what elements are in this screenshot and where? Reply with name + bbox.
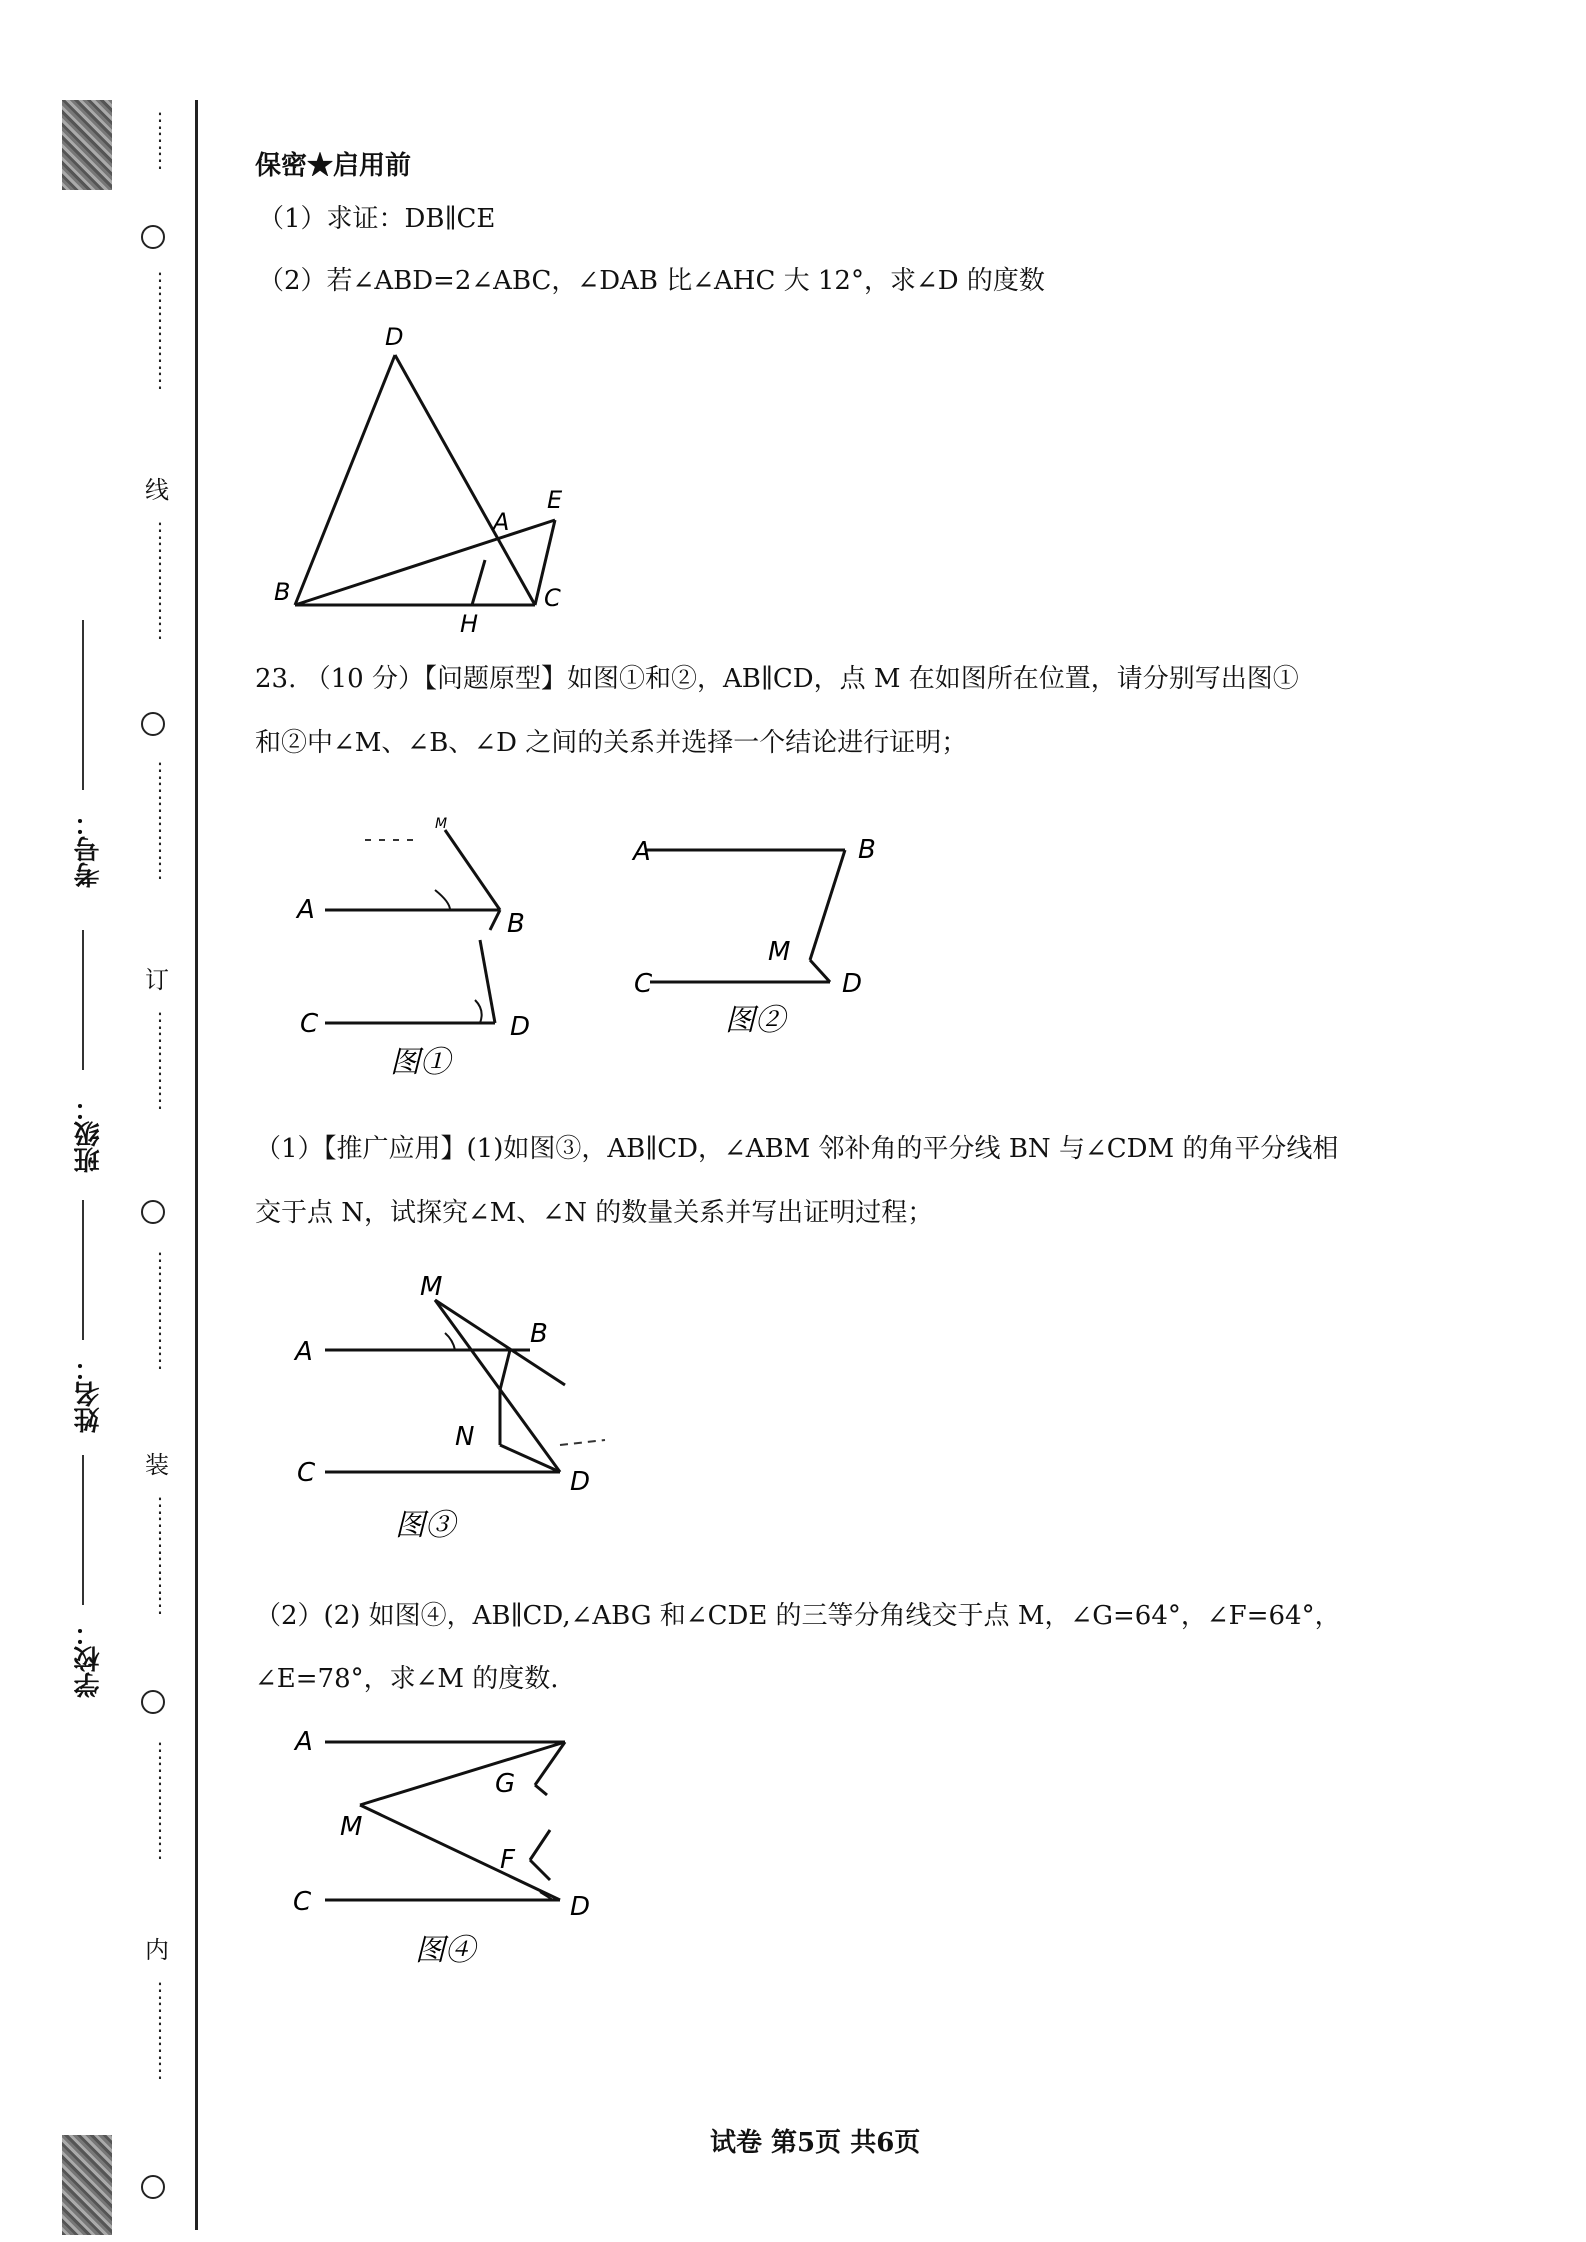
fig2 [620, 820, 900, 1050]
fig3 [285, 1265, 625, 1550]
q22-figure [260, 320, 600, 640]
confidential-header: 保密★启用前 [255, 151, 412, 181]
fig3-label-M: M [420, 1272, 443, 1302]
fig2-label-C: C [634, 969, 653, 999]
field-class: 班级： [74, 1095, 104, 1173]
fig4-label-D: D [570, 1892, 591, 1922]
q23-part2-line2: ∠E=78°，求∠M 的度数. [255, 1664, 559, 1694]
fig4-label-C: C [293, 1887, 312, 1917]
fig1-label-A: A [297, 895, 315, 925]
q22-label-E: E [547, 486, 563, 514]
q23-intro-line1: 23. （10 分）【问题原型】如图①和②，AB∥CD，点 M 在如图所在位置，请分别写出图① [255, 664, 1299, 694]
barcode-strip-bottom [62, 2135, 112, 2235]
fig1-caption: 图① [390, 1045, 450, 1080]
field-exam-number: 考号： [74, 810, 104, 888]
fig3-label-C: C [297, 1458, 316, 1488]
fig1-label-B: B [507, 909, 525, 939]
field-school: 学校： [74, 1620, 104, 1698]
binding-rule [195, 100, 198, 2230]
fig2-label-A: A [633, 837, 651, 867]
fig2-label-B: B [858, 835, 876, 865]
fig3-label-B: B [530, 1319, 548, 1349]
field-name: 姓名： [74, 1355, 104, 1433]
fig4-label-A: A [295, 1727, 313, 1757]
fig3-caption: 图③ [395, 1508, 455, 1543]
fig3-label-D: D [570, 1467, 591, 1497]
fig3-label-A: A [295, 1337, 313, 1367]
binding-label-nei: 内 [145, 1936, 169, 1964]
q23-part1-line2: 交于点 N，试探究∠M、∠N 的数量关系并写出证明过程； [255, 1198, 934, 1228]
q23-part2-line1: （2）(2) 如图④，AB∥CD,∠ABG 和∠CDE 的三等分角线交于点 M，∠G=64°，∠F=64°， [255, 1601, 1341, 1631]
q22-label-D: D [385, 323, 404, 351]
fig1-label-C: C [300, 1009, 319, 1039]
q22-label-C: C [544, 584, 561, 612]
fig4-caption: 图④ [415, 1933, 475, 1968]
q23-intro-line2: 和②中∠M、∠B、∠D 之间的关系并选择一个结论进行证明； [255, 728, 968, 758]
page-footer: 试卷 第5页 共6页 [710, 2128, 921, 2158]
fig1-label-M: M [435, 816, 448, 832]
fig4-label-M: M [340, 1812, 363, 1842]
fig2-caption: 图② [725, 1003, 785, 1038]
fig1 [285, 810, 565, 1080]
fig1-label-D: D [510, 1012, 531, 1042]
q22-part1: （1）求证：DB∥CE [258, 204, 496, 234]
q22-label-B: B [274, 578, 291, 606]
fig4 [285, 1720, 615, 1980]
q22-label-H: H [460, 610, 479, 638]
fig4-label-G: G [495, 1769, 516, 1799]
binding-label-ding: 订 [145, 966, 169, 994]
fig4-label-F: F [500, 1845, 515, 1875]
barcode-strip-top [62, 100, 112, 190]
fig2-label-D: D [842, 969, 863, 999]
fig3-label-N: N [455, 1422, 475, 1452]
binding-label-line: 线 [145, 476, 169, 504]
q22-label-A: A [493, 508, 510, 536]
binding-label-zhuang: 装 [145, 1451, 169, 1479]
fig2-label-M: M [768, 937, 791, 967]
q23-part1-line1: （1）【推广应用】(1)如图③，AB∥CD，∠ABM 邻补角的平分线 BN 与∠CDM 的角平分线相 [255, 1134, 1339, 1164]
q22-part2: （2）若∠ABD=2∠ABC，∠DAB 比∠AHC 大 12°，求∠D 的度数 [258, 266, 1045, 296]
